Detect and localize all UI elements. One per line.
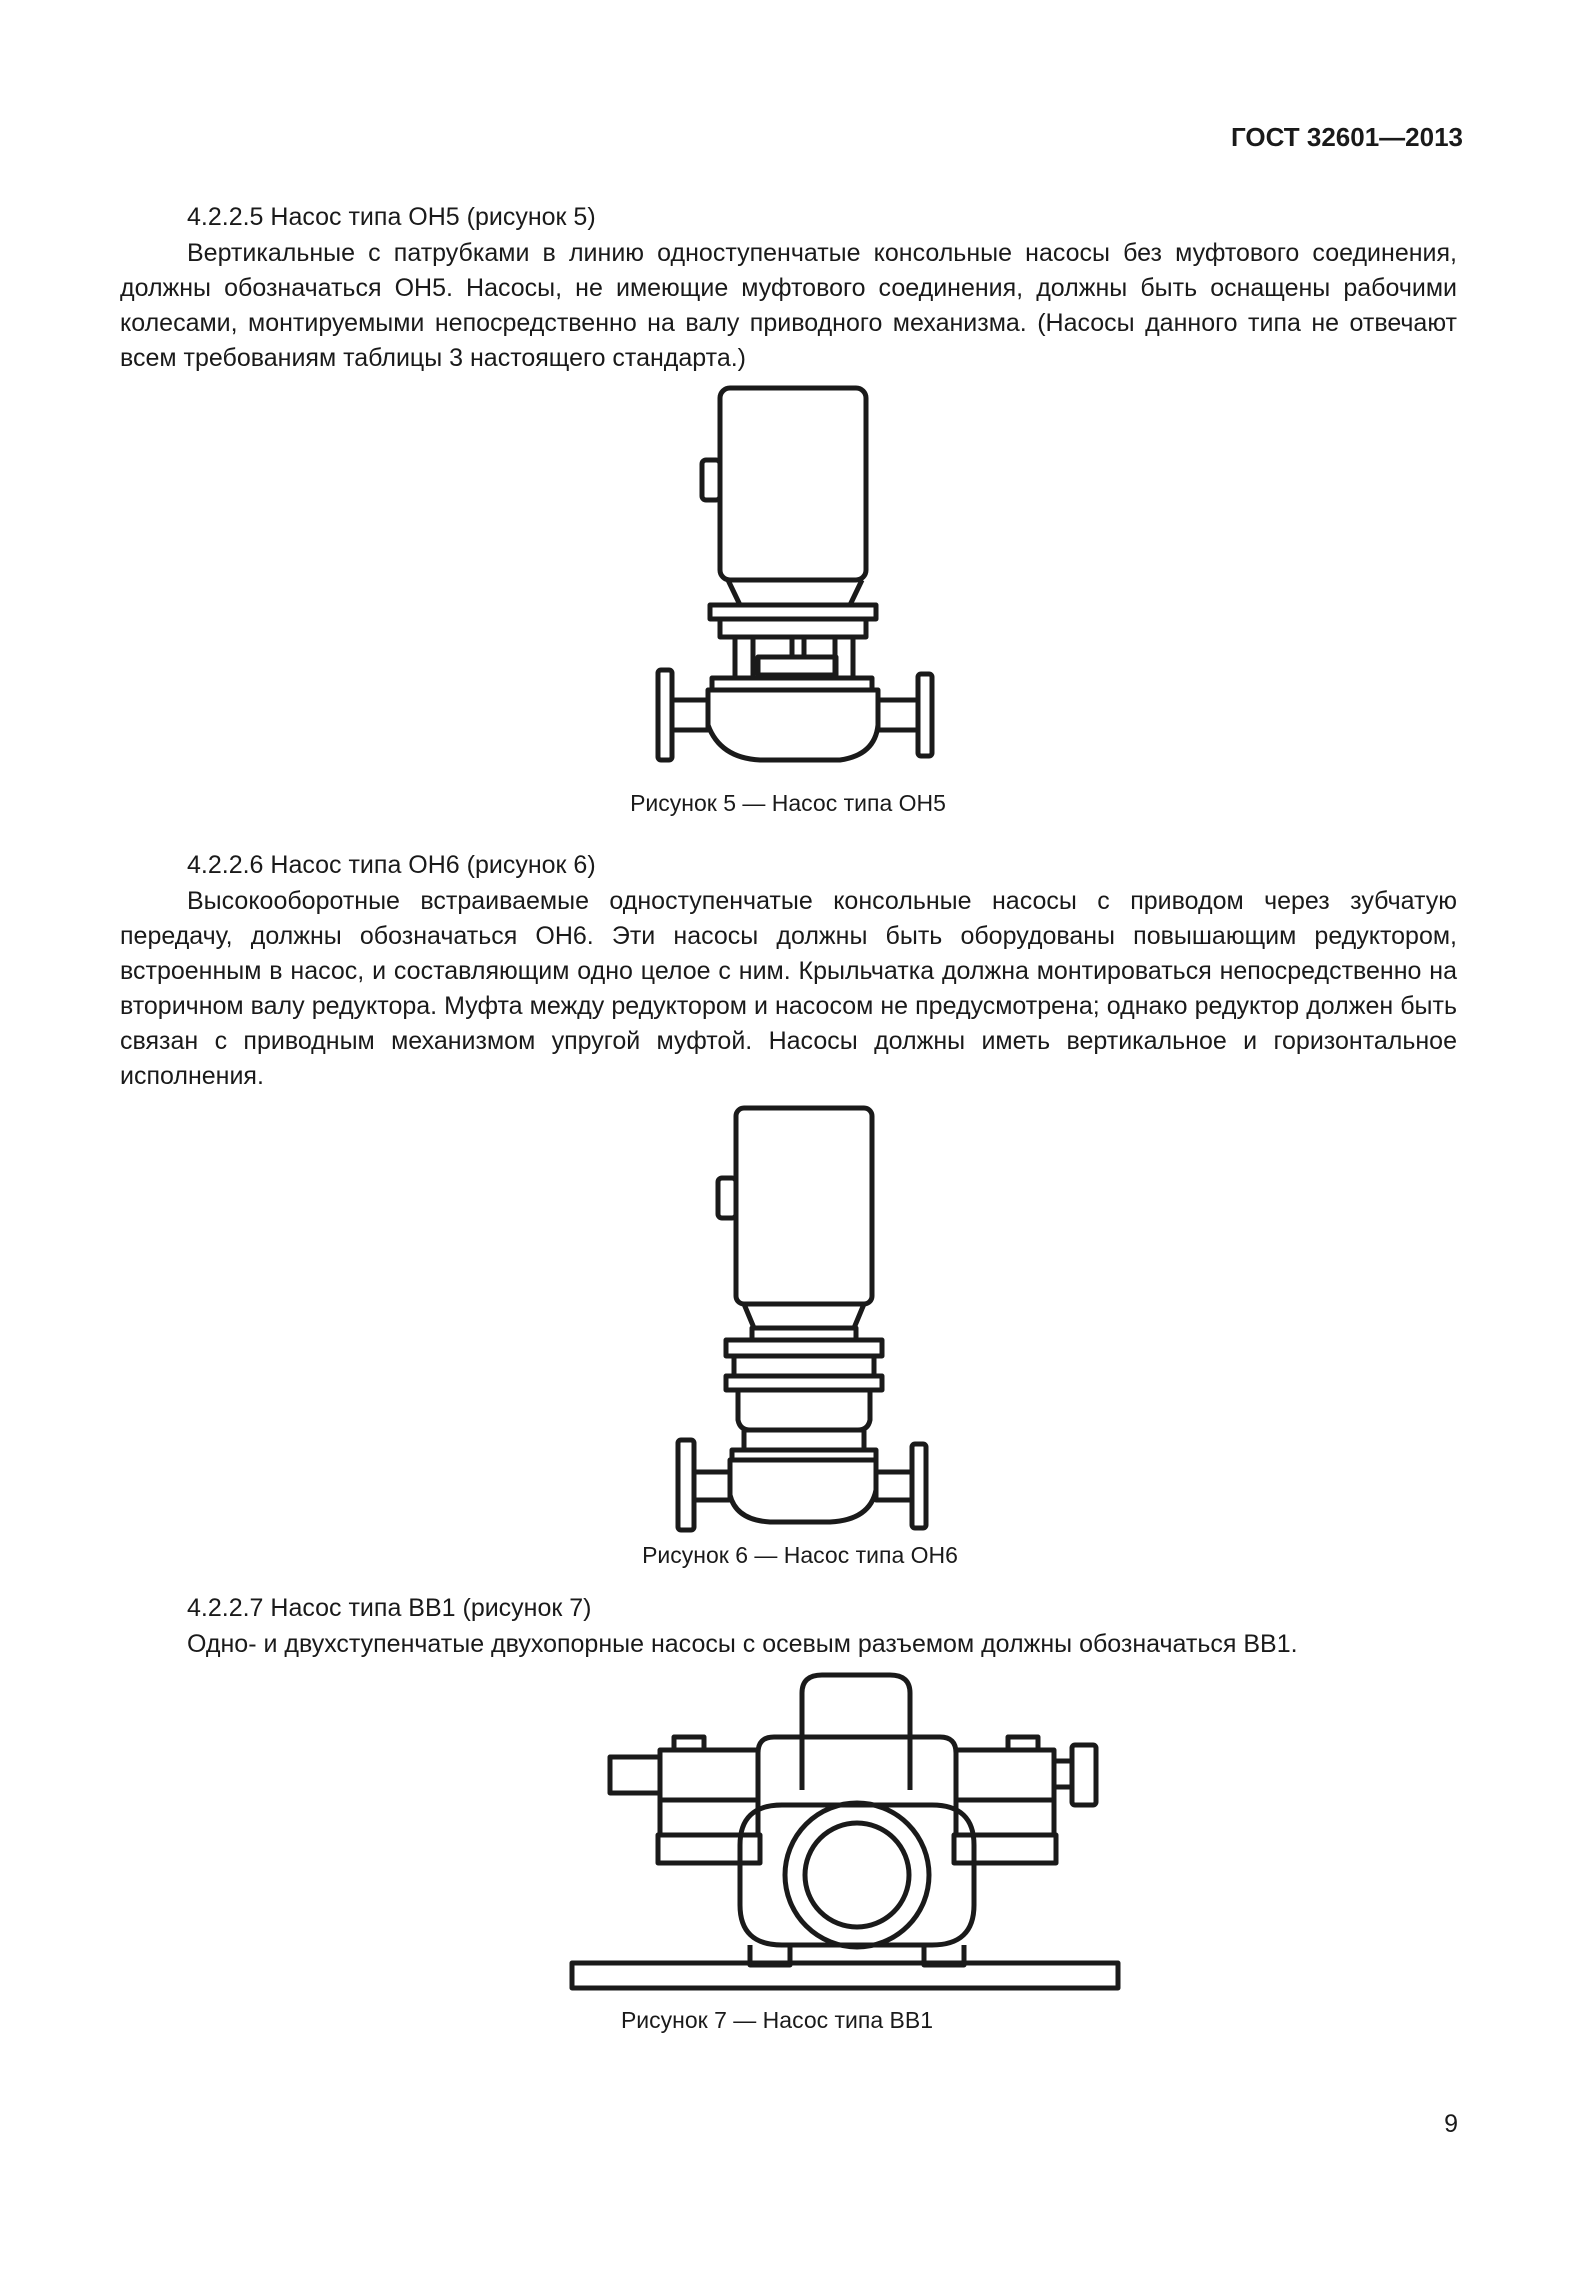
section-text-oh5: Вертикальные с патрубками в линию одноступенчатые консольные насосы без муфтового соединения, должны обозначаться ОН5. Насосы, не имеющие муфтового соединения, должны быть оснащены рабочими колесами, монтируемыми непосредственно на валу приводного механизма. (Насосы данного типа не отвечают всем требованиям таблицы 3 настоящего стандарта.) <box>120 239 1457 372</box>
figure-caption-6: Рисунок 6 — Насос типа ОН6 <box>642 1542 958 1568</box>
section-heading-bb1: 4.2.2.7 Насос типа ВВ1 (рисунок 7) <box>187 1594 592 1622</box>
document-header: ГОСТ 32601—2013 <box>1231 122 1463 152</box>
figure-caption-7: Рисунок 7 — Насос типа ВВ1 <box>620 2007 934 2033</box>
section-heading-oh5: 4.2.2.5 Насос типа ОН5 (рисунок 5) <box>187 203 596 231</box>
oh6-pump-drawing <box>670 1100 930 1530</box>
section-text-oh6: Высокооборотные встраиваемые одноступенчатые консольные насосы с приводом через зубчатую передачу, должны обозначаться ОН6. Эти насосы должны быть оборудованы повышающим редуктором, встроенным в насос, и составляющим одно целое с ним. Крыльчатка должна монтироваться непосредственно на вторичном валу редуктора. Муфта между редуктором и насосом не предусмотрена; однако редуктор должен быть связан с приводным механизмом упругой муфтой. Насосы должны иметь вертикальное и горизонтальное исполнения. <box>120 887 1457 1090</box>
section-heading-oh6: 4.2.2.6 Насос типа ОН6 (рисунок 6) <box>187 851 596 879</box>
figure-caption-5: Рисунок 5 — Насос типа ОН5 <box>630 790 946 816</box>
section-text-bb1: Одно- и двухступенчатые двухопорные насосы с осевым разъемом должны обозначаться ВВ1. <box>187 1630 1298 1658</box>
bb1-pump-drawing <box>570 1665 1120 1990</box>
oh5-pump-drawing <box>650 380 950 780</box>
page-number: 9 <box>1444 2110 1458 2138</box>
